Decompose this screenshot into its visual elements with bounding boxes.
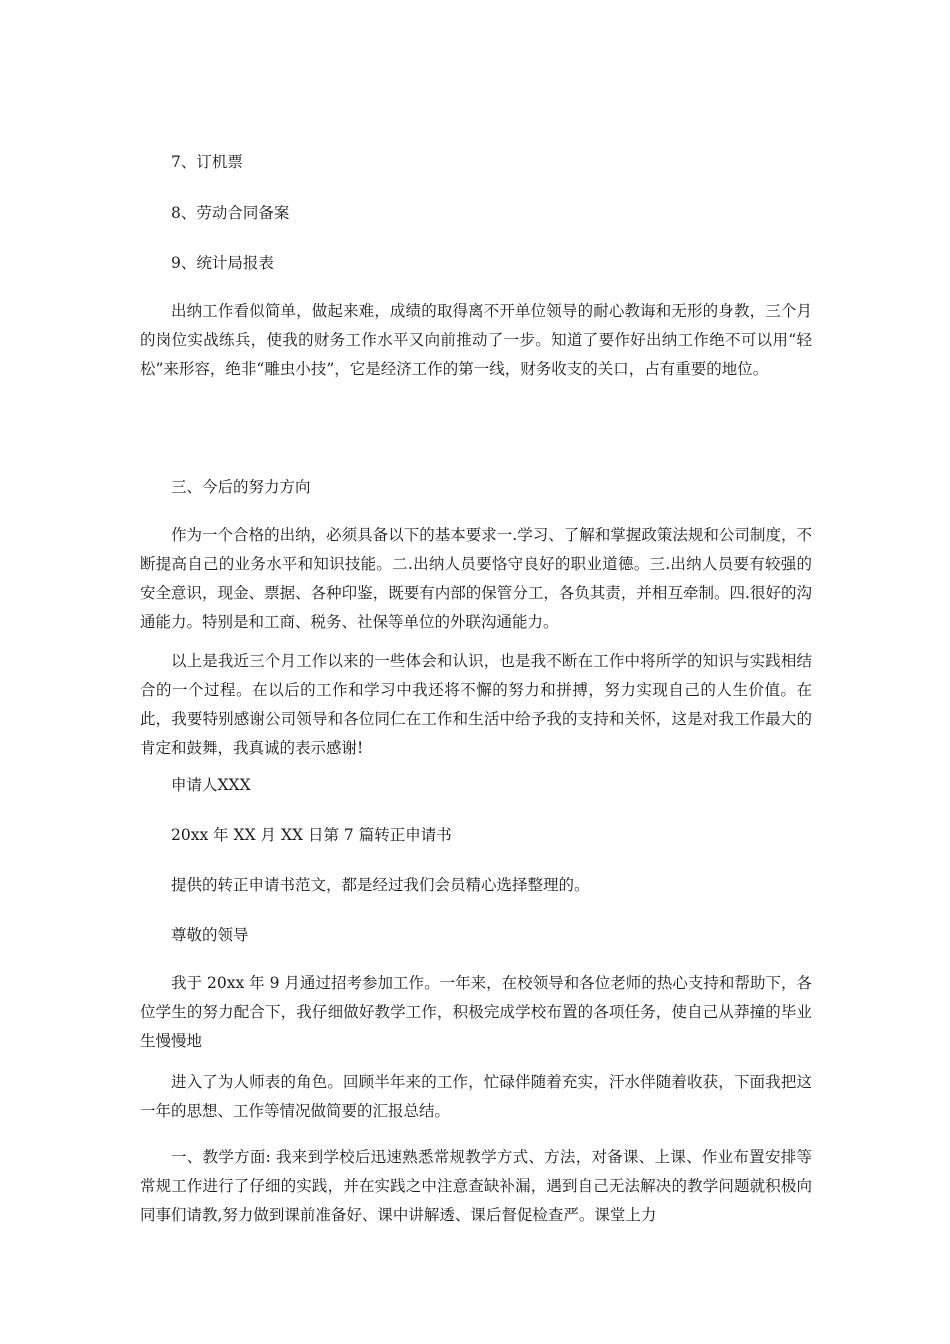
paragraph-work-start: 我于 20xx 年 9 月通过招考参加工作。一年来，在校领导和各位老师的热心支持和帮助下，各位学生的努力配合下，我仔细做好教学工作，积极完成学校布置的各项任务，使自己从莽撞的毕业生慢慢地 [140,974,812,1050]
applicant-signature: 申请人XXX [171,776,251,794]
paragraph-requirements: 作为一个合格的出纳，必须具备以下的基本要求一.学习、了解和掌握政策法规和公司制度，不断提高自己的业务水平和知识技能。二.出纳人员要恪守良好的职业道德。三.出纳人员要有较强的安全意识，现金、票据、各种印鉴，既要有内部的保管分工，各负其责，并相互牵制。四.很好的沟通能力。特别是和工商、税务、社保等单位的外联沟通能力。 [140,526,812,631]
paragraph-intro-note: 提供的转正申请书范文，都是经过我们会员精心选择整理的。 [171,876,590,894]
paragraph-teaching: 一、教学方面: 我来到学校后迅速熟悉常规教学方式、方法，对备课、上课、作业布置安排等常规工作进行了仔细的实践，并在实践之中注意查缺补漏，遇到自己无法解决的教学问题就积极向同事们请教,努力做到课前准备好、课中讲解透、课后督促检查严。课堂上力 [140,1148,812,1224]
paragraph-cashier-summary: 出纳工作看似简单，做起来难，成绩的取得离不开单位领导的耐心教诲和无形的身教，三个月的岗位实战练兵，使我的财务工作水平又向前推动了一步。知道了要作好出纳工作绝不可以用“轻松”来形容，绝非“雕虫小技”，它是经济工作的第一线，财务收支的关口，占有重要的地位。 [140,302,812,378]
list-item-labor-contract: 8、劳动合同备案 [171,204,290,222]
list-item-statistics-report: 9、统计局报表 [171,254,274,272]
section-heading-future-direction: 三、今后的努力方向 [171,478,311,496]
list-item-book-tickets: 7、订机票 [171,153,243,171]
paragraph-thanks: 以上是我近三个月工作以来的一些体会和认识，也是我不断在工作中将所学的知识与实践相结合的一个过程。在以后的工作和学习中我还将不懈的努力和拼搏，努力实现自己的人生价值。在此，我要特别感谢公司领导和各位同仁在工作和生活中给予我的支持和关怀，这是对我工作最大的肯定和鼓舞，我真诚的表示感谢! [140,652,812,757]
salutation: 尊敬的领导 [171,926,249,944]
date-and-next-title: 20xx 年 XX 月 XX 日第 7 篇转正申请书 [171,826,452,844]
paragraph-role-review: 进入了为人师表的角色。回顾半年来的工作，忙碌伴随着充实，汗水伴随着收获，下面我把这一年的思想、工作等情况做简要的汇报总结。 [140,1073,812,1120]
